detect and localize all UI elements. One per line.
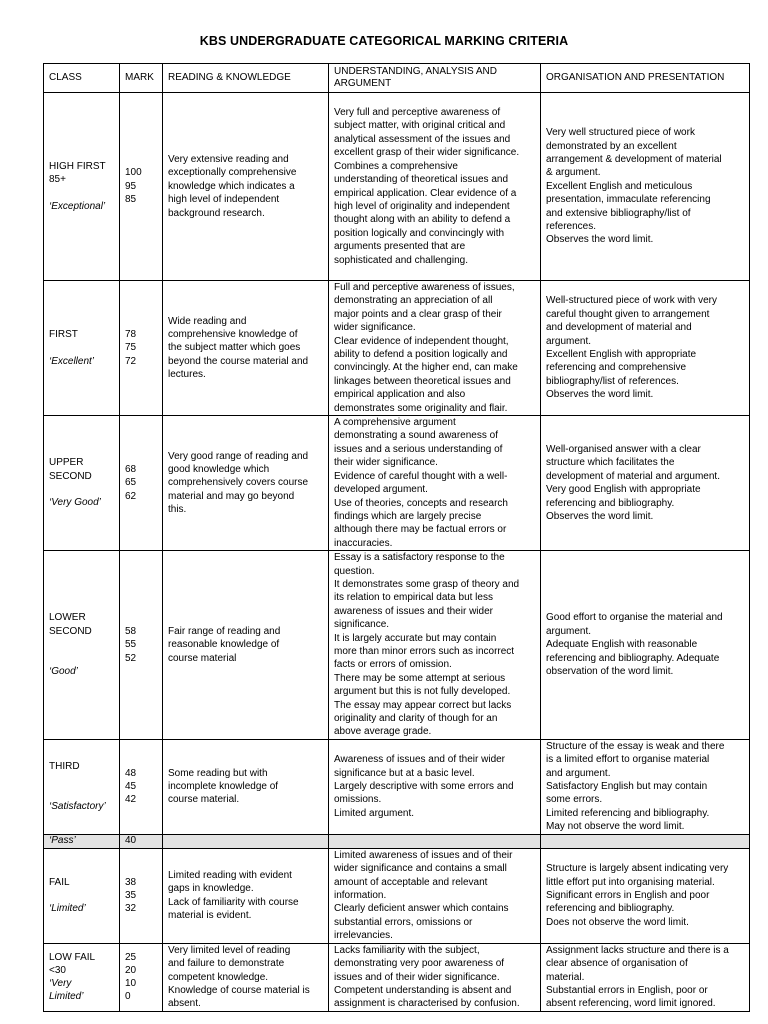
organisation-cell: Structure of the essay is weak and there is a limited effort to organise material and argument. Satisfactory English but may contain some errors. Limited referencing and bibliography. May not observe the word limit. <box>541 739 750 834</box>
understanding-cell: A comprehensive argument demonstrating a sound awareness of issues and a serious understanding of their wider significance. Evidence of careful thought with a well- developed argument. Use of theories, concepts and research findings which are largely precise although there may be factual errors or inaccuracies. <box>329 416 541 551</box>
table-row <box>44 943 750 1011</box>
table-row <box>44 281 750 416</box>
header-understanding: UNDERSTANDING, ANALYSIS AND ARGUMENT <box>329 64 541 93</box>
class-cell: UPPER SECOND ‘Very Good’ <box>44 416 120 551</box>
table-row <box>44 739 750 834</box>
table-row <box>44 551 750 740</box>
understanding-cell: Lacks familiarity with the subject, demonstrating very poor awareness of issues and of their wider significance. Competent understanding is absent and assignment is characterised by confusion. <box>329 943 541 1011</box>
understanding-cell: Very full and perceptive awareness of subject matter, with original critical and analytical assessment of the issues and excellent grasp of their wider significance. Combines a comprehensive understanding of theoretical issues and empirical application. Clear evidence of a high level of originality and independent thought along with an ability to defend a position logically and convincingly with arguments presented that are sophisticated and challenging. <box>329 93 541 281</box>
understanding-cell: Awareness of issues and of their wider significance but at a basic level. Largely descriptive with some errors and omissions. Limited argument. <box>329 739 541 834</box>
mark-cell: 25 20 10 0 <box>120 943 163 1011</box>
understanding-cell <box>329 834 541 848</box>
header-organisation: ORGANISATION AND PRESENTATION <box>541 64 750 93</box>
mark-cell: 100 95 85 <box>120 93 163 281</box>
reading-cell: Wide reading and comprehensive knowledge of the subject matter which goes beyond the course material and lectures. <box>163 281 329 416</box>
understanding-cell: Essay is a satisfactory response to the question. It demonstrates some grasp of theory and its relation to empirical data but less awareness of issues and their wider significance. It is largely accurate but may contain more than minor errors such as incorrect facts or errors of omission. There may be some attempt at serious argument but this is not fully developed. The essay may appear correct but lacks originality and clarity of though for an above average grade. <box>329 551 541 740</box>
marking-criteria-table <box>43 63 750 1012</box>
table-header-row <box>44 64 750 93</box>
header-reading: READING & KNOWLEDGE <box>163 64 329 93</box>
class-cell: LOW FAIL <30 ‘Very Limited’ <box>44 943 120 1011</box>
organisation-cell: Very well structured piece of work demonstrated by an excellent arrangement & development of material & argument. Excellent English and meticulous presentation, immaculate referencing and extensive bibliography/list of references. Observes the word limit. <box>541 93 750 281</box>
reading-cell <box>163 834 329 848</box>
reading-cell: Limited reading with evident gaps in knowledge. Lack of familiarity with course material is evident. <box>163 848 329 943</box>
mark-cell: 38 35 32 <box>120 848 163 943</box>
class-cell: FAIL ‘Limited’ <box>44 848 120 943</box>
organisation-cell: Well-structured piece of work with very careful thought given to arrangement and development of material and argument. Excellent English with appropriate referencing and comprehensive bibliography/list of references. Observes the word limit. <box>541 281 750 416</box>
class-cell: THIRD ‘Satisfactory’ <box>44 739 120 834</box>
understanding-cell: Limited awareness of issues and of their wider significance and contains a small amount of acceptable and relevant information. Clearly deficient answer which contains substantial errors, omissions or irrelevancies. <box>329 848 541 943</box>
document-title: KBS UNDERGRADUATE CATEGORICAL MARKING CRITERIA <box>199 34 569 48</box>
organisation-cell <box>541 834 750 848</box>
class-cell: LOWER SECOND ‘Good’ <box>44 551 120 740</box>
table-row <box>44 93 750 281</box>
mark-cell: 68 65 62 <box>120 416 163 551</box>
table-row-pass <box>44 834 750 848</box>
organisation-cell: Good effort to organise the material and argument. Adequate English with reasonable referencing and bibliography. Adequate observation of the word limit. <box>541 551 750 740</box>
mark-cell: 78 75 72 <box>120 281 163 416</box>
class-cell: HIGH FIRST 85+ ‘Exceptional’ <box>44 93 120 281</box>
reading-cell: Fair range of reading and reasonable knowledge of course material <box>163 551 329 740</box>
mark-cell: 48 45 42 <box>120 739 163 834</box>
class-cell: ‘Pass’ <box>44 834 120 848</box>
organisation-cell: Structure is largely absent indicating very little effort put into organising material. Significant errors in English and poor referencing and bibliography. Does not observe the word limit. <box>541 848 750 943</box>
understanding-cell: Full and perceptive awareness of issues, demonstrating an appreciation of all major points and a clear grasp of their wider significance. Clear evidence of independent thought, ability to defend a position logically and convincingly. At the higher end, can make linkages between theoretical issues and empirical application and also demonstrates some originality and flair. <box>329 281 541 416</box>
mark-cell: 40 <box>120 834 163 848</box>
organisation-cell: Well-organised answer with a clear structure which facilitates the development of material and argument. Very good English with appropriate referencing and bibliography. Observes the word limit. <box>541 416 750 551</box>
class-cell: FIRST ‘Excellent’ <box>44 281 120 416</box>
reading-cell: Very good range of reading and good knowledge which comprehensively covers course material and may go beyond this. <box>163 416 329 551</box>
reading-cell: Very limited level of reading and failure to demonstrate competent knowledge. Knowledge of course material is absent. <box>163 943 329 1011</box>
mark-cell: 58 55 52 <box>120 551 163 740</box>
table-row <box>44 848 750 943</box>
organisation-cell: Assignment lacks structure and there is a clear absence of organisation of material. Substantial errors in English, poor or absent referencing, word limit ignored. <box>541 943 750 1011</box>
header-class: CLASS <box>44 64 120 93</box>
header-mark: MARK <box>120 64 163 93</box>
reading-cell: Very extensive reading and exceptionally comprehensive knowledge which indicates a high level of independent background research. <box>163 93 329 281</box>
reading-cell: Some reading but with incomplete knowledge of course material. <box>163 739 329 834</box>
table-row <box>44 416 750 551</box>
